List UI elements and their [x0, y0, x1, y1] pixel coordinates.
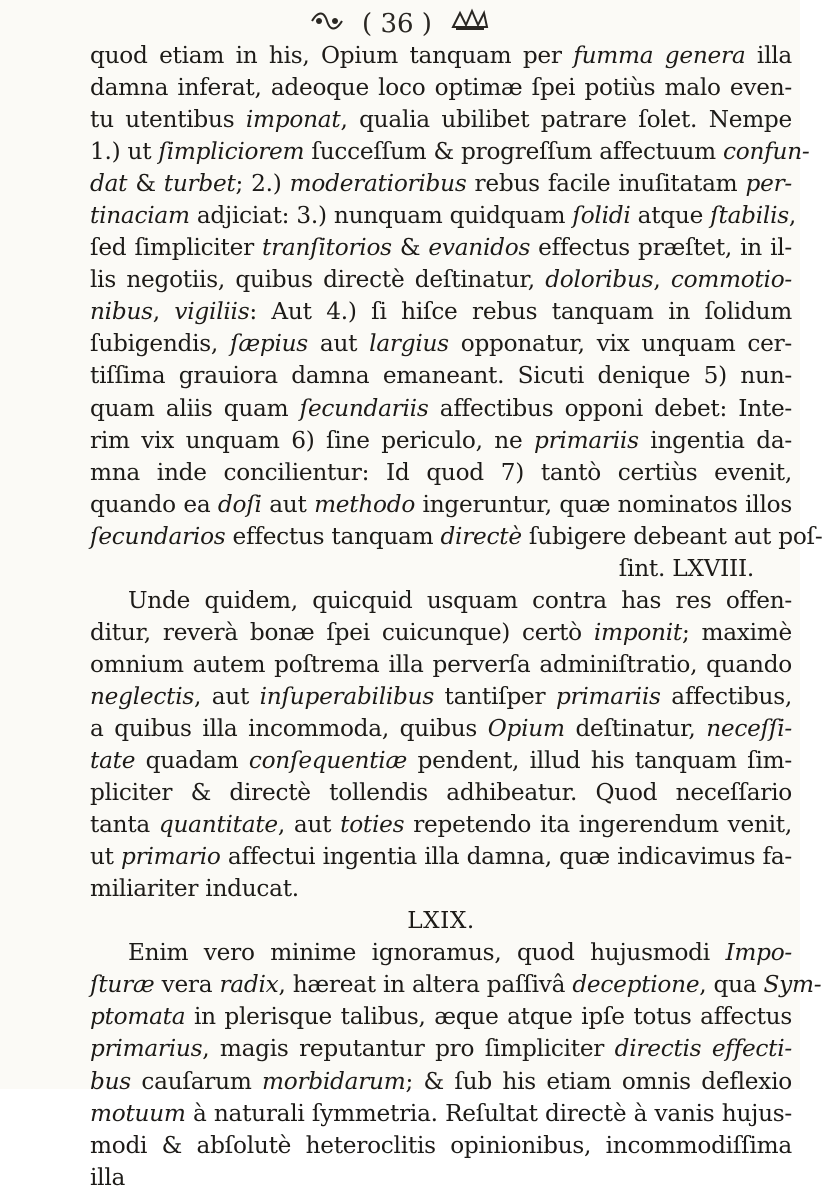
text-run: quando ea — [90, 490, 218, 518]
italic-text: bus — [90, 1067, 131, 1095]
text-line — [90, 328, 792, 360]
text-line — [90, 1130, 792, 1162]
text-run: illa — [745, 42, 792, 69]
text-run: affectibus, — [660, 682, 792, 710]
text-line — [90, 873, 792, 905]
italic-text: Sym- — [763, 971, 822, 999]
text-line — [90, 393, 792, 425]
text-run: affectibus opponi debet: Inte- — [428, 394, 792, 422]
text-line — [90, 457, 792, 489]
italic-text: primariis — [555, 682, 661, 710]
italic-text: conſequentiæ — [248, 747, 408, 775]
text-line — [90, 232, 792, 264]
text-line — [90, 1162, 792, 1194]
italic-text: Opium — [487, 714, 565, 742]
text-run: ingentia da- — [638, 426, 792, 454]
text-run: illa — [90, 1163, 126, 1191]
text-run: aut — [261, 490, 315, 518]
text-line — [90, 1033, 792, 1065]
text-line — [90, 72, 792, 104]
text-run: , magis reputantur pro ſimpliciter — [202, 1035, 615, 1063]
text-run: omnium autem poſtrema illa perverſa adminiſtratio, quando — [90, 650, 792, 678]
page-header — [0, 4, 800, 45]
italic-text: primario — [121, 843, 221, 871]
text-line — [90, 745, 792, 777]
text-line — [90, 521, 822, 553]
text-line — [90, 617, 792, 649]
text-run: ut — [90, 843, 122, 871]
text-run: miliariter inducat. — [90, 875, 299, 903]
text-run: ſed ſimpliciter — [90, 234, 263, 262]
italic-text: directis effecti- — [614, 1035, 792, 1063]
text-run: ; & ſub his etiam omnis deflexio — [405, 1067, 792, 1095]
page-number: ( 36 ) — [362, 9, 432, 39]
text-run: vera — [154, 971, 220, 999]
text-line — [90, 264, 792, 296]
text-line — [90, 681, 792, 713]
text-run: , aut — [194, 682, 260, 710]
text-line — [90, 1001, 792, 1033]
text-run: ſubigendis, — [90, 330, 230, 358]
text-run: atque — [630, 202, 711, 230]
italic-text: dat — [90, 170, 128, 198]
right-ornament-icon — [450, 5, 490, 45]
text-run: & — [127, 170, 164, 198]
italic-text: deceptione — [572, 971, 700, 999]
text-run: effectus præſtet, in il- — [530, 234, 792, 262]
text-run: mna inde concilientur: Id quod 7) tantò certiùs evenit, — [90, 458, 792, 486]
italic-text: ſecundariis — [299, 394, 429, 422]
italic-text: largius — [369, 330, 449, 358]
italic-text: per- — [745, 170, 792, 198]
text-run: quod etiam in his, Opium tanquam per — [90, 42, 574, 69]
text-run: Unde quidem, quicquid usquam contra has res offen- — [128, 586, 792, 614]
text-run: in plerisque talibus, æque atque ipſe totus affectus — [185, 1003, 792, 1031]
text-run: pliciter & directè tollendis adhibeatur. Quod neceſſario — [90, 779, 792, 807]
text-line — [90, 649, 792, 681]
text-run: affectui ingentia illa damna, quæ indicavimus fa- — [220, 843, 792, 871]
text-run: à naturali ſymmetria. Reſultat directè à vanis hujus- — [185, 1099, 792, 1127]
italic-text: turbet — [163, 170, 236, 198]
italic-text: imponat — [245, 106, 341, 134]
text-run: lis negotiis, quibus directè deſtinatur, — [90, 266, 546, 294]
text-line — [90, 553, 792, 585]
italic-text: moderatioribus — [289, 170, 467, 198]
text-run: LXIX. — [407, 907, 475, 935]
text-run: ; 2.) — [235, 170, 290, 198]
text-run: , aut — [277, 811, 341, 839]
text-run: rim vix unquam 6) ſine periculo, ne — [90, 426, 534, 454]
text-run: opponatur, vix unquam cer- — [448, 330, 792, 358]
italic-text: imponit — [593, 618, 682, 646]
text-run: Enim vero minime ignoramus, quod hujusmodi — [128, 939, 726, 967]
text-line — [90, 1098, 792, 1130]
italic-text: doloribus — [545, 266, 654, 294]
text-line — [90, 425, 792, 457]
text-line — [90, 905, 792, 937]
text-line — [90, 841, 792, 873]
text-run: 1.) ut — [90, 138, 159, 166]
text-run: & — [391, 234, 429, 262]
italic-text: confun- — [723, 138, 810, 166]
text-run: modi & abſolutè heteroclitis opinionibus, incommodiſſima — [90, 1131, 792, 1159]
italic-text: vigiliis — [174, 298, 250, 326]
italic-text: directè — [440, 522, 522, 550]
italic-text: ſecundarios — [90, 522, 226, 550]
text-run: quadam — [135, 747, 249, 775]
text-run: , — [788, 202, 797, 230]
text-line — [90, 1066, 792, 1098]
text-run: rebus facile inuſitatam — [466, 170, 746, 198]
text-line — [90, 136, 810, 168]
text-line — [90, 777, 792, 809]
italic-text: morbidarum — [262, 1067, 406, 1095]
italic-text: Impo- — [725, 939, 792, 967]
italic-text: ptomata — [90, 1003, 186, 1031]
italic-text: motuum — [90, 1099, 186, 1127]
italic-text: nibus — [90, 298, 153, 326]
italic-text: primariis — [534, 426, 639, 454]
text-run: tiſſima grauiora damna emaneant. Sicuti denique 5) nun- — [90, 362, 792, 390]
text-line — [90, 104, 792, 136]
italic-text: inſuperabilibus — [259, 682, 434, 710]
text-line — [90, 969, 822, 1001]
text-line — [90, 360, 792, 392]
text-line — [90, 585, 792, 617]
text-run: , hæreat in altera paſſivâ — [278, 971, 573, 999]
italic-text: ſæpius — [229, 330, 308, 358]
italic-text: methodo — [314, 490, 416, 518]
text-run: tanta — [90, 811, 159, 839]
text-run: ingeruntur, quæ nominatos illos — [415, 490, 792, 518]
italic-text: tinaciam — [90, 202, 190, 230]
italic-text: tranſitorios — [262, 234, 392, 262]
text-line — [90, 713, 792, 745]
text-line — [90, 40, 792, 72]
italic-text: evanidos — [428, 234, 531, 262]
text-line — [90, 168, 792, 200]
italic-text: primarius — [90, 1035, 203, 1063]
text-run: adjiciat: 3.) nunquam quidquam — [189, 202, 573, 230]
text-line — [90, 200, 797, 232]
text-run: ſint. LXVIII. — [618, 554, 754, 582]
text-run: quam aliis quam — [90, 394, 300, 422]
text-run: ; maximè — [681, 618, 792, 646]
text-run: pendent, illud his tanquam ſim- — [407, 747, 792, 775]
text-run: ſubigere debeant aut poſ- — [521, 522, 822, 550]
italic-text: neceſſi- — [706, 714, 792, 742]
text-run: , qua — [699, 971, 764, 999]
text-line — [90, 809, 792, 841]
left-ornament-icon — [310, 5, 344, 45]
text-body — [90, 40, 822, 1194]
text-line — [90, 296, 792, 328]
text-run: effectus tanquam — [225, 522, 441, 550]
italic-text: fumma genera — [573, 42, 746, 69]
text-line — [90, 489, 792, 521]
text-line — [90, 937, 792, 969]
text-run: a quibus illa incommoda, quibus — [90, 714, 488, 742]
text-run: aut — [307, 330, 370, 358]
text-run: deſtinatur, — [564, 714, 707, 742]
text-run: tu utentibus — [90, 106, 246, 134]
italic-text: radix — [219, 971, 279, 999]
text-run: repetendo ita ingerendum venit, — [404, 811, 792, 839]
italic-text: toties — [340, 811, 405, 839]
italic-text: quantitate — [158, 811, 278, 839]
text-run: ditur, reverà bonæ ſpei cuicunque) certò — [90, 618, 594, 646]
text-run: : Aut 4.) ſi hiſce rebus tanquam in ſolidum — [249, 298, 792, 326]
text-run: ſucceſſum & progreſſum affectuum — [304, 138, 724, 166]
text-run: , — [653, 266, 671, 294]
italic-text: commotio- — [670, 266, 792, 294]
italic-text: ſturæ — [90, 971, 155, 999]
italic-text: ſimpliciorem — [158, 138, 305, 166]
text-run: , qualia ubilibet patrare ſolet. Nempe — [340, 106, 793, 134]
text-run: tantiſper — [433, 682, 556, 710]
text-run: , — [152, 298, 175, 326]
italic-text: neglectis — [90, 682, 195, 710]
text-run: cauſarum — [130, 1067, 263, 1095]
italic-text: ſolidi — [572, 202, 631, 230]
italic-text: doſi — [217, 490, 262, 518]
italic-text: tate — [90, 747, 136, 775]
italic-text: ſtabilis — [710, 202, 789, 230]
text-run: damna inferat, adeoque loco optimæ ſpei potiùs malo even- — [90, 74, 792, 102]
